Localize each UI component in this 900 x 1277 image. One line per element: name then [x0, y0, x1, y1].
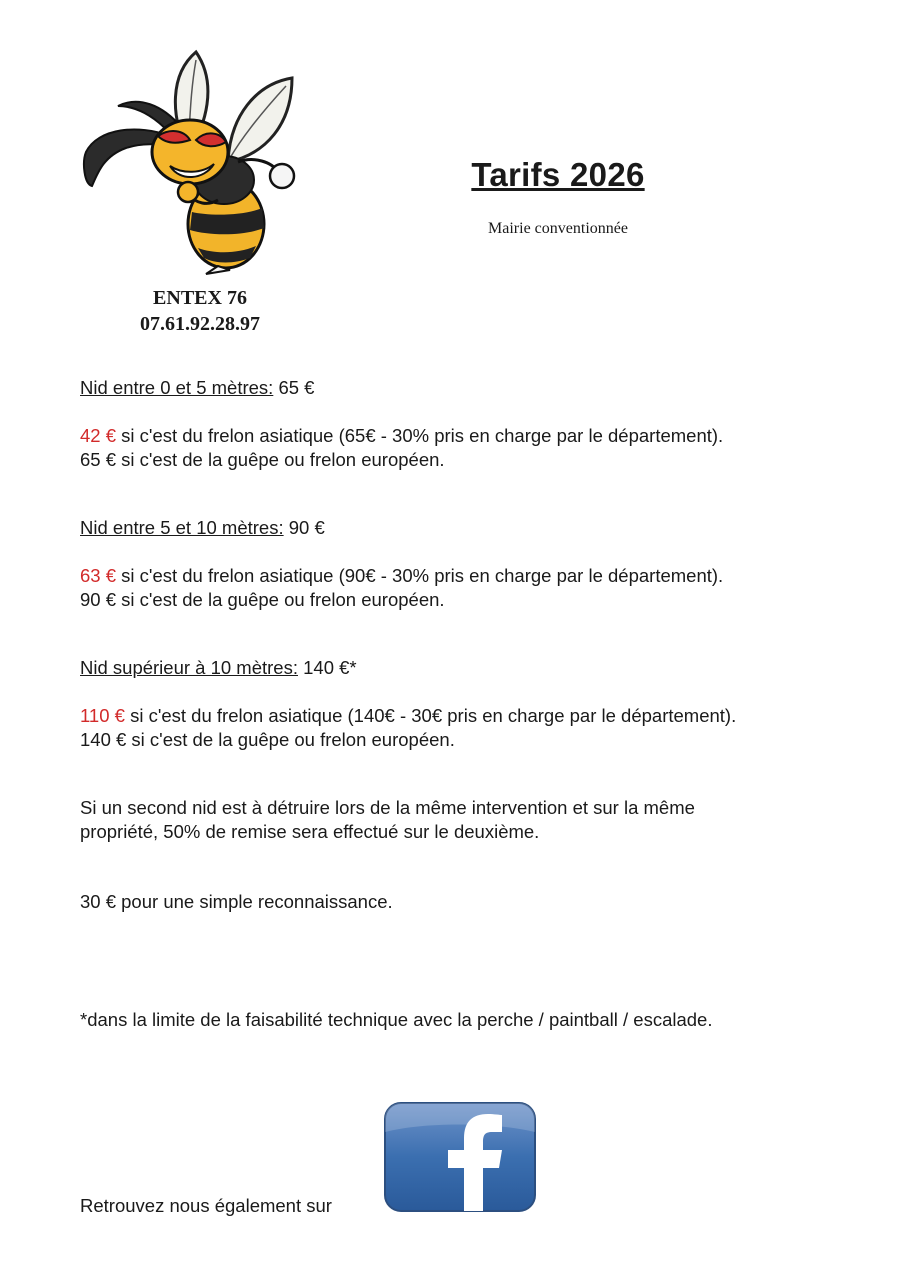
- company-info: [100, 285, 300, 337]
- tier-1-heading: Nid entre 0 et 5 mètres:: [80, 377, 274, 398]
- reconnaissance-price: 30 € pour une simple reconnaissance.: [80, 891, 393, 912]
- page-title: Tarifs 2026: [471, 156, 645, 193]
- tier-1-price: 65 €: [278, 377, 315, 398]
- tier-1-heading-line: [80, 376, 314, 400]
- tier-3-asian-text: si c'est du frelon asiatique (140€ - 30€ pris en charge par le département).: [130, 705, 737, 726]
- tier-2-price: 90 €: [288, 517, 325, 538]
- second-nest-line-1: Si un second nid est à détruire lors de la même intervention et sur la même: [80, 797, 695, 818]
- tier-1-wasp-line: 65 € si c'est de la guêpe ou frelon européen.: [80, 449, 445, 470]
- page-subtitle: Mairie conventionnée: [488, 220, 628, 237]
- tier-2-asian-price: 63 €: [80, 565, 117, 586]
- social-text: Retrouvez nous également sur: [80, 1195, 332, 1216]
- second-nest-line-2: propriété, 50% de remise sera effectué sur le deuxième.: [80, 821, 540, 842]
- facebook-icon[interactable]: [384, 1102, 536, 1212]
- tier-2-asian-text: si c'est du frelon asiatique (90€ - 30% pris en charge par le département).: [121, 565, 724, 586]
- tier-3-heading-line: [80, 656, 357, 680]
- tier-3-asian-line: [80, 704, 736, 728]
- tier-2-heading: Nid entre 5 et 10 mètres:: [80, 517, 284, 538]
- company-phone: 07.61.92.28.97: [140, 313, 260, 335]
- tier-2-asian-line: [80, 564, 723, 588]
- tier-3-heading: Nid supérieur à 10 mètres:: [80, 657, 298, 678]
- tier-3-wasp-line: 140 € si c'est de la guêpe ou frelon européen.: [80, 729, 455, 750]
- tier-1-asian-text: si c'est du frelon asiatique (65€ - 30% pris en charge par le département).: [121, 425, 724, 446]
- tier-2-wasp-line: 90 € si c'est de la guêpe ou frelon européen.: [80, 589, 445, 610]
- tier-3-asian-price: 110 €: [80, 705, 125, 726]
- tier-2-heading-line: [80, 516, 325, 540]
- tier-1-asian-line: [80, 424, 723, 448]
- hornet-logo-icon: [78, 44, 304, 276]
- tier-1-asian-price: 42 €: [80, 425, 117, 446]
- tier-3-price: 140 €*: [303, 657, 357, 678]
- company-name: ENTEX 76: [153, 287, 247, 309]
- footnote: *dans la limite de la faisabilité technique avec la perche / paintball / escalade.: [80, 1009, 713, 1030]
